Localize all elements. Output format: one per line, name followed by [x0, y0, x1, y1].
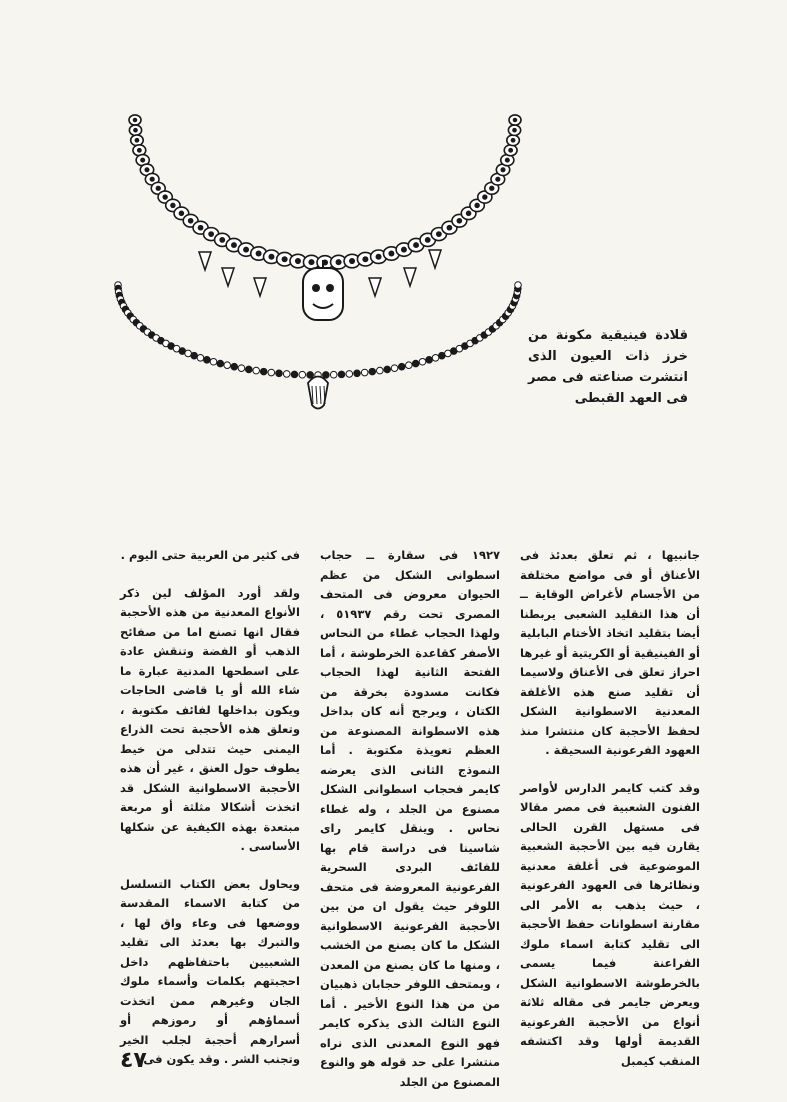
paragraph: ويحاول بعض الكتاب التسلسل من كتابة الاسماء المقدسة ووضعها فى وعاء واق لها ، والتبرك بها بعدئذ الى تقليد الشعبيين باحتفاظهم داخل احجبتهم بكلمات وأسماء ملوك الجان وغيرهم ممن اتخذت أسماؤهم أو رموزهم أو أسرارهم أحجبة لجلب الخير وتجنب الشر . وقد يكون فى: [120, 876, 300, 1066]
paragraph: فى كثير من العربية حتى اليوم .: [120, 548, 300, 562]
paragraph: ولقد أورد المؤلف لين ذكر الأنواع المعدنية من هذه الأحجبة فقال انها تصنع اما من صفائح الذهب أو الفضة وتنقش عادة على اسطحها المدنية عبارة ما شاء الله أو يا قاضى الحاجات ويكون بداخلها لفائف مكتوبة ، وتعلق هذه الأحجبة تحت الذراع اليمنى حيث تتدلى من خيط يطوف حول العنق ، غير أن هذه الأحجبة الاسطوانية الشكل قد اتخذت أشكالا مثلثة أو مربعة مبتعدة بهذه الكيفية عن شكلها الأساسى .: [120, 585, 300, 853]
phoenician-necklace-drawing: [129, 115, 521, 320]
paragraph: جانبيها ، ثم تعلق بعدئذ فى الأعناق أو فى مواضع مختلفة من الأجسام لأغراض الوقاية ــ أن هذا التقليد الشعبى يربطنا أيضا بتقليد اتخاذ الأختام البابلية أو الفينيقية أو الكريتية أو غيرها احراز تعلق فى الأعناق ولاسيما أن تقليد صنع هذه الأغلفة المعدنية الاسطوانية الشكل لحفظ الأحجبة كان منتشرا منذ العهود الفرعونية السحيقة .: [520, 548, 700, 757]
paragraph: ١٩٢٧ فى سقارة ــ حجاب اسطوانى الشكل من عظم الحيوان معروض فى المتحف المصرى تحت رقم ٥١٩٣٧ ، ولهذا الحجاب غطاء من النحاس الأصفر كقاعدة الخرطوشة ، أما الفتحة الثانية لهذا الحجاب فكانت مسدودة بخرقة من الكتان ، ويرجح أنه كان بداخل هذه الاسطوانة المصنوعة من العظم تعويذة مكتوبة . أما النموذج الثانى الذى يعرضه كايمر فحجاب اسطوانى الشكل مصنوع من الجلد ، وله غطاء نحاس . وينقل كايمر راى شاسينا فى دراسة قام بها للفائف البردى السحرية الفرعونية المعروضة فى متحف اللوفر حيث يقول ان من بين الأحجبة الفرعونية الاسطوانية الشكل ما كان يصنع من الخشب ، ومنها ما كان يصنع من المعدن ، وبمتحف اللوفر حجابان ذهبيان من من هذا النوع الأخير . أما النوع الثالث الذى يذكره كايمر فهو النوع المعدنى الذى نراه منتشرا على حد قوله هو والنوع المصنوع من الجلد: [320, 548, 500, 1089]
column-right: [520, 546, 700, 1066]
necklace-illustration: [110, 100, 540, 440]
figure-caption: قلادة فينيقية مكونة من خرز ذات العيون الذى انتشرت صناعته فى مصر فى العهد القبطى: [528, 328, 688, 406]
column-left: [120, 546, 300, 1066]
column-middle: [320, 546, 500, 1089]
page-number: ٤٧: [120, 1048, 147, 1073]
text-columns: [120, 546, 700, 1089]
paragraph: وقد كتب كايمر الدارس لأواصر الفنون الشعبية فى مصر مقالا فى مستهل القرن الحالى يقارن فيه بين الأحجبة الشعبية الموضوعية فى أغلفة معدنية ونظائرها فى العهود الفرعونية ، حيث يذهب به الأمر الى مقارنة اسطوانات حفظ الأحجبة الى تقليد كتابة اسماء ملوك الفراعنة فيما يسمى بالخرطوشة الاسطوانية الشكل ويعرض جايمر فى مقاله ثلاثة أنواع من الأحجبة الفرعونية القديمة أولها وقد اكتشفه المنقب كيمبل: [520, 780, 700, 1068]
